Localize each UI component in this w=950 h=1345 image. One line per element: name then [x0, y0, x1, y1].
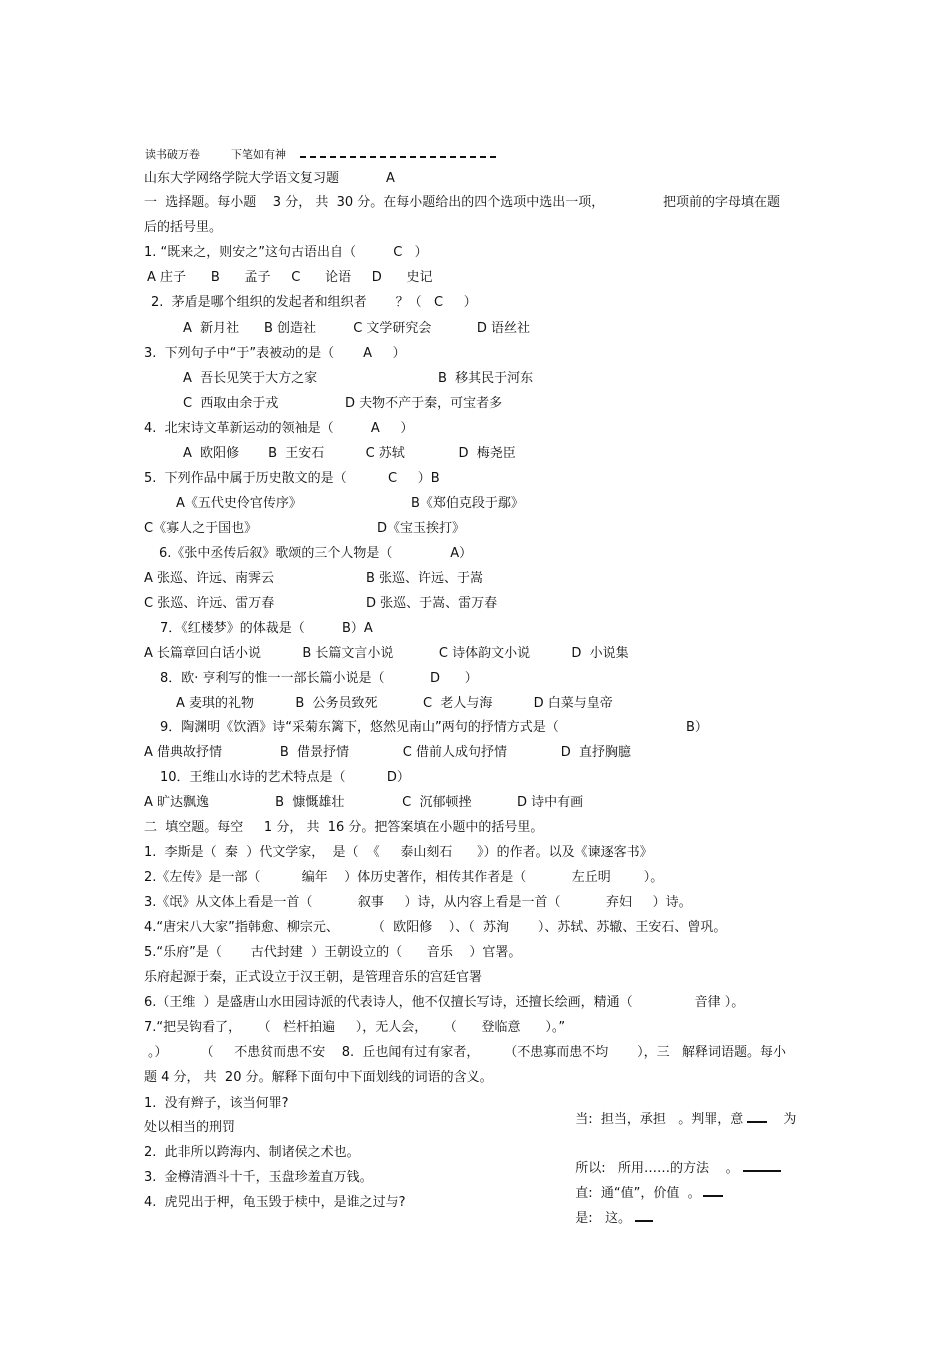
question-2-options: A 新月社 B 创造社 C 文学研究会 D 语丝社 [183, 321, 531, 336]
question-3-option-b: B 移其民于河东 [438, 371, 534, 386]
question-3-option-c: C 西取由余于戎 [183, 396, 279, 411]
explain-3-question: 3. 金樽清酒斗十千，玉盘珍羞直万钱。 [144, 1170, 373, 1185]
question-3: 3. 下列句子中“于”表被动的是（ A ） [144, 346, 406, 361]
blank-underline [703, 1186, 723, 1197]
question-6: 6.《张中丞传后叙》歌颂的三个人物是（ A） [159, 546, 473, 561]
question-6-option-c: C 张巡、许远、雷万春 [144, 596, 275, 611]
fill-5-note: 乐府起源于秦，正式设立于汉王朝，是管理音乐的宫廷官署 [144, 970, 483, 985]
question-5-option-b: B《郑伯克段于鄢》 [411, 496, 524, 511]
question-3-option-d: D 夫物不产于秦，可宝者多 [345, 396, 503, 411]
question-1: 1. “既来之，则安之”这句古语出自（ C ） [144, 245, 428, 260]
question-5-option-a: A《五代史伶官传序》 [176, 496, 302, 511]
explain-1-continuation: 处以相当的刑罚 [144, 1120, 236, 1135]
explain-4-answer-text: 是: 这。 [575, 1211, 632, 1226]
fill-3: 3.《氓》从文体上看是一首（ 叙事 ）诗，从内容上看是一首（ 弃妇 ）诗。 [144, 895, 692, 910]
question-5-option-c: C《寡人之于国也》 [144, 521, 258, 536]
question-7: 7．《红楼梦》的体裁是（ B）A [160, 621, 373, 636]
question-9-options: A 借典故抒情 B 借景抒情 C 借前人成句抒情 D 直抒胸臆 [144, 745, 631, 760]
question-8: 8．欧· 亨利写的惟一一部长篇小说是（ D ） [160, 671, 478, 686]
section2-intro: 二 填空题。每空 1 分， 共 16 分。把答案填在小题中的括号里。 [144, 820, 544, 835]
section1-intro-right: 把项前的字母填在题 [663, 195, 781, 210]
question-6-option-b: B 张巡、许远、于嵩 [366, 571, 484, 586]
explain-1-answer-end: 为 [783, 1112, 797, 1127]
question-9: 9．陶渊明《饮酒》诗“采菊东篱下，悠然见南山”两句的抒情方式是（ [160, 720, 559, 735]
fill-4: 4.“唐宋八大家”指韩愈、柳宗元、 （ 欧阳修 ）、（ 苏洵 ）、苏轼、苏辙、王安石、曾巩。 [144, 920, 727, 935]
fill-2: 2.《左传》是一部（ 编年 ）体历史著作，相传其作者是（ 左丘明 ）。 [144, 870, 664, 885]
fill-6: 6.（王维 ）是盛唐山水田园诗派的代表诗人，他不仅擅长写诗，还擅长绘画，精通（ 音律 ）。 [144, 995, 745, 1010]
question-10: 10．王维山水诗的艺术特点是（ D） [160, 770, 410, 785]
question-5: 5. 下列作品中属于历史散文的是（ C ）B [144, 471, 440, 486]
fill-5: 5.“乐府”是（ 古代封建 ）王朝设立的（ 音乐 ）官署。 [144, 945, 522, 960]
question-4: 4. 北宋诗文革新运动的领袖是（ A ） [144, 421, 414, 436]
question-4-options: A 欧阳修 B 王安石 C 苏轼 D 梅尧臣 [183, 446, 516, 461]
blank-underline [743, 1161, 781, 1172]
explain-1-answer [567, 1096, 796, 1128]
question-8-options: A 麦琪的礼物 B 公务员致死 C 老人与海 D 白菜与皇帝 [176, 696, 613, 711]
explain-1-question: 1. 没有辫子，该当何罪? [144, 1096, 289, 1111]
page-title: 山东大学网络学院大学语文复习题 [144, 171, 340, 186]
question-5-option-d: D《宝玉挨打》 [377, 521, 466, 536]
question-7-options: A 长篇章回白话小说 B 长篇文言小说 C 诗体韵文小说 D 小说集 [144, 646, 629, 661]
question-3-option-a: A 吾长见笑于大方之家 [183, 371, 318, 386]
title-answer: A [386, 171, 395, 186]
blank-underline [747, 1112, 767, 1123]
fill-7: 7.“把吴钩看了， （ 栏杆拍遍 ），无人会， （ 登临意 ）。” [144, 1020, 566, 1035]
header-left: 读书破万卷 [145, 148, 200, 161]
question-6-option-a: A 张巡、许远、南霁云 [144, 571, 275, 586]
explain-2-answer-text: 所以: 所用……的方法 。 [575, 1161, 739, 1176]
section1-intro-line2: 后的括号里。 [144, 220, 223, 235]
explain-3-answer-text: 直: 通“值”，价值 。 [575, 1186, 701, 1201]
explain-4-answer [567, 1195, 653, 1227]
blank-underline [635, 1211, 653, 1222]
question-2: 2. 茅盾是哪个组织的发起者和组织者 ？（ C ） [151, 295, 477, 310]
question-10-options: A 旷达飘逸 B 慷慨雄壮 C 沉郁顿挫 D 诗中有画 [144, 795, 584, 810]
header-right: 下笔如有神 [231, 148, 286, 161]
fill-1: 1. 李斯是（ 秦 ）代文学家， 是（ 《 泰山刻石 》）的作者。以及《谏逐客书》 [144, 845, 653, 860]
header-dash-line [300, 156, 496, 158]
question-1-options: A 庄子 B 孟子 C 论语 D 史记 [147, 270, 433, 285]
question-9-answer: B） [686, 720, 708, 735]
explain-2-question: 2. 此非所以跨海内、制诸侯之术也。 [144, 1145, 360, 1160]
question-6-option-d: D 张巡、于嵩、雷万春 [366, 596, 498, 611]
explain-4-question: 4. 虎兕出于柙，龟玉毁于椟中，是谁之过与? [144, 1195, 406, 1210]
fill-8: 。） （ 不患贫而患不安 8. 丘也闻有过有家者， （不患寡而患不均 ），三 解释词语题。每小 [148, 1045, 787, 1060]
section3-intro: 题 4 分， 共 20 分。解释下面句中下面划线的词语的含义。 [144, 1070, 493, 1085]
explain-1-answer-text: 当: 担当，承担 。判罪，意 [575, 1112, 744, 1127]
section1-intro: 一 选择题。每小题 3 分， 共 30 分。在每小题给出的四个选项中选出一项， [144, 195, 605, 210]
